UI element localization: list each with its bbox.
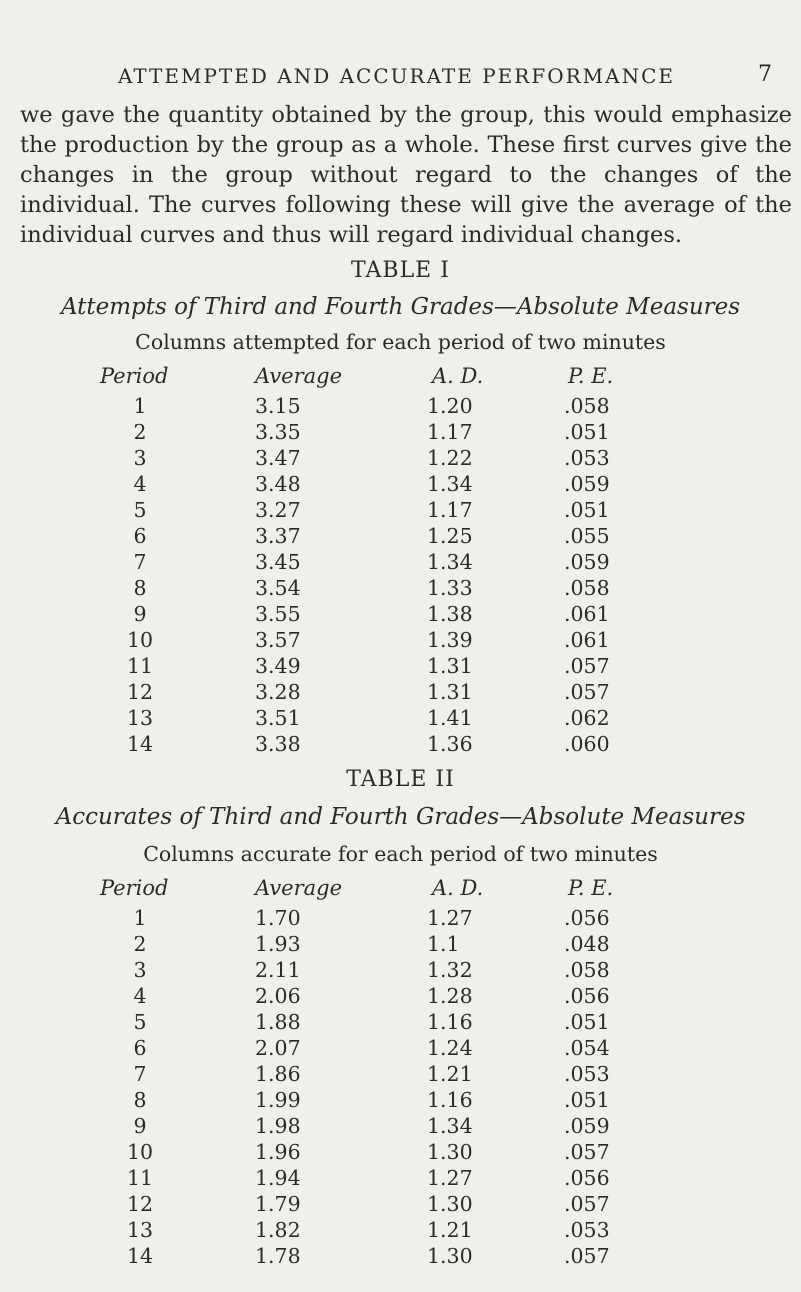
table-row bbox=[0, 1192, 801, 1218]
cell-pe: .061 bbox=[564, 602, 610, 626]
cell-average: 1.82 bbox=[255, 1218, 301, 1242]
table-row bbox=[0, 446, 801, 472]
cell-ad: 1.30 bbox=[427, 1192, 473, 1216]
cell-period: 6 bbox=[133, 1036, 147, 1060]
cell-average: 1.93 bbox=[255, 932, 301, 956]
cell-period: 7 bbox=[133, 1062, 147, 1086]
cell-period: 13 bbox=[126, 706, 154, 730]
cell-period: 10 bbox=[126, 628, 154, 652]
cell-pe: .058 bbox=[564, 394, 610, 418]
cell-average: 3.48 bbox=[255, 472, 301, 496]
cell-ad: 1.20 bbox=[427, 394, 473, 418]
cell-pe: .059 bbox=[564, 1114, 610, 1138]
cell-average: 3.27 bbox=[255, 498, 301, 522]
cell-period: 4 bbox=[133, 472, 147, 496]
cell-period: 5 bbox=[133, 498, 147, 522]
cell-average: 3.55 bbox=[255, 602, 301, 626]
running-head: ATTEMPTED AND ACCURATE PERFORMANCE bbox=[118, 64, 675, 88]
cell-ad: 1.32 bbox=[427, 958, 473, 982]
cell-average: 1.96 bbox=[255, 1140, 301, 1164]
cell-average: 3.47 bbox=[255, 446, 301, 470]
table-row bbox=[0, 498, 801, 524]
table-row bbox=[0, 472, 801, 498]
cell-pe: .053 bbox=[564, 446, 610, 470]
cell-ad: 1.33 bbox=[427, 576, 473, 600]
cell-average: 3.15 bbox=[255, 394, 301, 418]
cell-pe: .057 bbox=[564, 1244, 610, 1268]
cell-pe: .055 bbox=[564, 524, 610, 548]
cell-pe: .051 bbox=[564, 498, 610, 522]
cell-period: 3 bbox=[133, 446, 147, 470]
cell-period: 12 bbox=[126, 680, 154, 704]
table-row bbox=[0, 1010, 801, 1036]
cell-period: 2 bbox=[133, 932, 147, 956]
cell-pe: .054 bbox=[564, 1036, 610, 1060]
cell-pe: .053 bbox=[564, 1062, 610, 1086]
table-row bbox=[0, 524, 801, 550]
table-2-label: TABLE II bbox=[346, 767, 455, 792]
cell-pe: .056 bbox=[564, 984, 610, 1008]
cell-ad: 1.28 bbox=[427, 984, 473, 1008]
cell-average: 1.99 bbox=[255, 1088, 301, 1112]
cell-average: 3.51 bbox=[255, 706, 301, 730]
cell-period: 9 bbox=[133, 602, 147, 626]
cell-ad: 1.21 bbox=[427, 1062, 473, 1086]
cell-average: 3.49 bbox=[255, 654, 301, 678]
cell-average: 1.79 bbox=[255, 1192, 301, 1216]
cell-average: 1.88 bbox=[255, 1010, 301, 1034]
table-1-subtitle: Columns attempted for each period of two minutes bbox=[135, 330, 666, 354]
cell-period: 8 bbox=[133, 1088, 147, 1112]
cell-period: 14 bbox=[126, 1244, 154, 1268]
cell-pe: .051 bbox=[564, 1010, 610, 1034]
cell-average: 1.78 bbox=[255, 1244, 301, 1268]
cell-ad: 1.27 bbox=[427, 906, 473, 930]
cell-pe: .056 bbox=[564, 1166, 610, 1190]
cell-pe: .059 bbox=[564, 550, 610, 574]
table-row bbox=[0, 1036, 801, 1062]
table-row bbox=[0, 732, 801, 758]
cell-average: 3.38 bbox=[255, 732, 301, 756]
header-ad: A. D. bbox=[432, 364, 484, 388]
cell-period: 5 bbox=[133, 1010, 147, 1034]
cell-pe: .057 bbox=[564, 680, 610, 704]
cell-average: 2.11 bbox=[255, 958, 301, 982]
cell-pe: .061 bbox=[564, 628, 610, 652]
table-row bbox=[0, 550, 801, 576]
cell-period: 9 bbox=[133, 1114, 147, 1138]
cell-ad: 1.16 bbox=[427, 1010, 473, 1034]
cell-ad: 1.31 bbox=[427, 654, 473, 678]
cell-ad: 1.17 bbox=[427, 420, 473, 444]
cell-period: 2 bbox=[133, 420, 147, 444]
table-row bbox=[0, 680, 801, 706]
cell-ad: 1.21 bbox=[427, 1218, 473, 1242]
cell-ad: 1.27 bbox=[427, 1166, 473, 1190]
cell-pe: .051 bbox=[564, 420, 610, 444]
table-row bbox=[0, 1244, 801, 1270]
cell-period: 11 bbox=[126, 1166, 154, 1190]
header-pe: P. E. bbox=[568, 364, 614, 388]
table-row bbox=[0, 906, 801, 932]
table-row bbox=[0, 984, 801, 1010]
cell-average: 1.70 bbox=[255, 906, 301, 930]
cell-ad: 1.34 bbox=[427, 472, 473, 496]
cell-period: 6 bbox=[133, 524, 147, 548]
cell-pe: .048 bbox=[564, 932, 610, 956]
cell-average: 3.28 bbox=[255, 680, 301, 704]
cell-ad: 1.16 bbox=[427, 1088, 473, 1112]
table-1-label: TABLE I bbox=[351, 258, 450, 283]
header-average: Average bbox=[255, 364, 343, 388]
cell-ad: 1.34 bbox=[427, 550, 473, 574]
cell-period: 12 bbox=[126, 1192, 154, 1216]
table-row bbox=[0, 1166, 801, 1192]
cell-average: 2.06 bbox=[255, 984, 301, 1008]
table-row bbox=[0, 1114, 801, 1140]
cell-pe: .057 bbox=[564, 1140, 610, 1164]
cell-ad: 1.36 bbox=[427, 732, 473, 756]
table-row bbox=[0, 1088, 801, 1114]
cell-average: 3.35 bbox=[255, 420, 301, 444]
table-row bbox=[0, 394, 801, 420]
cell-ad: 1.41 bbox=[427, 706, 473, 730]
cell-period: 10 bbox=[126, 1140, 154, 1164]
cell-ad: 1.30 bbox=[427, 1140, 473, 1164]
cell-ad: 1.25 bbox=[427, 524, 473, 548]
page-number: 7 bbox=[758, 62, 772, 87]
cell-pe: .059 bbox=[564, 472, 610, 496]
header-ad: A. D. bbox=[432, 876, 484, 900]
cell-pe: .051 bbox=[564, 1088, 610, 1112]
header-period: Period bbox=[100, 364, 169, 388]
cell-ad: 1.30 bbox=[427, 1244, 473, 1268]
cell-pe: .057 bbox=[564, 1192, 610, 1216]
cell-ad: 1.17 bbox=[427, 498, 473, 522]
cell-average: 1.98 bbox=[255, 1114, 301, 1138]
cell-average: 1.86 bbox=[255, 1062, 301, 1086]
table-row bbox=[0, 958, 801, 984]
cell-period: 13 bbox=[126, 1218, 154, 1242]
table-1-title: Attempts of Third and Fourth Grades—Absolute Measures bbox=[60, 294, 741, 320]
cell-ad: 1.1 bbox=[427, 932, 460, 956]
table-row bbox=[0, 654, 801, 680]
cell-ad: 1.31 bbox=[427, 680, 473, 704]
cell-ad: 1.34 bbox=[427, 1114, 473, 1138]
cell-period: 4 bbox=[133, 984, 147, 1008]
table-row bbox=[0, 628, 801, 654]
table-row bbox=[0, 1218, 801, 1244]
cell-period: 1 bbox=[133, 394, 147, 418]
table-row bbox=[0, 1062, 801, 1088]
cell-ad: 1.39 bbox=[427, 628, 473, 652]
cell-average: 3.45 bbox=[255, 550, 301, 574]
cell-ad: 1.22 bbox=[427, 446, 473, 470]
cell-pe: .058 bbox=[564, 958, 610, 982]
cell-average: 1.94 bbox=[255, 1166, 301, 1190]
table-row bbox=[0, 706, 801, 732]
cell-period: 7 bbox=[133, 550, 147, 574]
cell-pe: .057 bbox=[564, 654, 610, 678]
cell-period: 1 bbox=[133, 906, 147, 930]
table-2-title: Accurates of Third and Fourth Grades—Absolute Measures bbox=[55, 804, 746, 830]
table-row bbox=[0, 420, 801, 446]
body-paragraph: we gave the quantity obtained by the group, this would emphasize the production by the group as a whole. These first curves give the changes in the group without regard to the changes of the individual. The curves following these will give the average of the individual curves and thus will regard individual changes. bbox=[20, 102, 792, 248]
cell-period: 11 bbox=[126, 654, 154, 678]
cell-ad: 1.38 bbox=[427, 602, 473, 626]
cell-average: 3.54 bbox=[255, 576, 301, 600]
cell-average: 2.07 bbox=[255, 1036, 301, 1060]
cell-average: 3.37 bbox=[255, 524, 301, 548]
table-2-subtitle: Columns accurate for each period of two minutes bbox=[143, 842, 658, 866]
cell-pe: .060 bbox=[564, 732, 610, 756]
table-row bbox=[0, 576, 801, 602]
header-pe: P. E. bbox=[568, 876, 614, 900]
cell-ad: 1.24 bbox=[427, 1036, 473, 1060]
cell-pe: .056 bbox=[564, 906, 610, 930]
cell-pe: .058 bbox=[564, 576, 610, 600]
cell-pe: .062 bbox=[564, 706, 610, 730]
cell-period: 8 bbox=[133, 576, 147, 600]
cell-average: 3.57 bbox=[255, 628, 301, 652]
cell-period: 3 bbox=[133, 958, 147, 982]
table-row bbox=[0, 932, 801, 958]
header-average: Average bbox=[255, 876, 343, 900]
table-row bbox=[0, 602, 801, 628]
cell-period: 14 bbox=[126, 732, 154, 756]
table-row bbox=[0, 1140, 801, 1166]
cell-pe: .053 bbox=[564, 1218, 610, 1242]
header-period: Period bbox=[100, 876, 169, 900]
